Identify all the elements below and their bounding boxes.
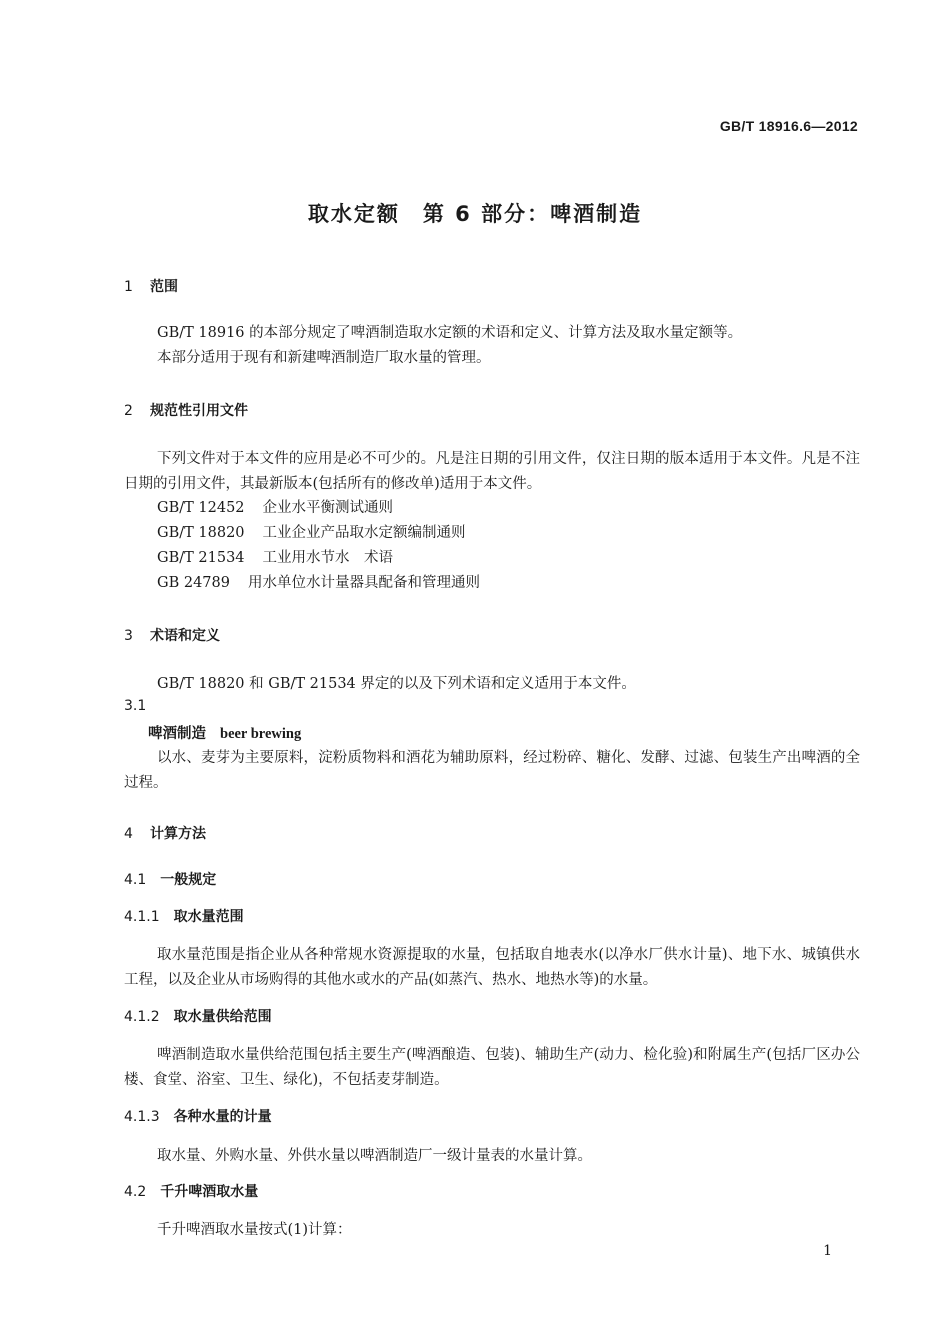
clause-number: 4.1: [124, 872, 147, 888]
reference-code: GB/T 18820: [157, 525, 245, 541]
section-number: 3: [124, 628, 133, 644]
section-3-paragraph: GB/T 18820 和 GB/T 21534 界定的以及下列术语和定义适用于本文件。: [157, 676, 636, 692]
standard-code: GB/T 18916.6—2012: [719, 118, 858, 134]
section-number: 4: [124, 826, 133, 842]
clause-number: 4.1.1: [124, 909, 160, 925]
page-number: 1: [823, 1243, 832, 1259]
clause-4-2-paragraph: 千升啤酒取水量按式(1)计算：: [157, 1222, 352, 1238]
reference-title: 工业用水节水 术语: [262, 550, 394, 566]
term-entry: [148, 722, 301, 743]
term-definition: 以水、麦芽为主要原料，淀粉质物料和酒花为辅助原料，经过粉碎、糖化、发酵、过滤、包装生产出啤酒的全过程。: [124, 750, 860, 791]
section-title: 范围: [150, 279, 178, 295]
clause-4-1-heading: [124, 869, 216, 889]
clause-4-1-3-heading: [124, 1106, 272, 1126]
document-title: 取水定额 第 6 部分：啤酒制造: [307, 202, 643, 226]
section-2-paragraph: 下列文件对于本文件的应用是必不可少的。凡是注日期的引用文件，仅注日期的版本适用于本文件。凡是不注日期的引用文件，其最新版本(包括所有的修改单)适用于本文件。: [124, 451, 860, 492]
section-4-heading: [124, 823, 206, 843]
reference-code: GB/T 21534: [157, 550, 245, 566]
clause-3-1-number: 3.1: [124, 698, 147, 714]
clause-4-1-2-paragraph: 啤酒制造取水量供给范围包括主要生产(啤酒酿造、包装)、辅助生产(动力、检化验)和附属生产(包括厂区办公楼、食堂、浴室、卫生、绿化)，不包括麦芽制造。: [124, 1047, 860, 1088]
clause-number: 4.1.2: [124, 1009, 160, 1025]
reference-item: [157, 571, 480, 592]
reference-code: GB 24789: [157, 575, 230, 591]
section-2-heading: [124, 400, 248, 420]
clause-title: 取水量范围: [173, 909, 244, 925]
clause-title: 千升啤酒取水量: [160, 1184, 259, 1200]
reference-code: GB/T 12452: [157, 500, 245, 516]
clause-title: 各种水量的计量: [173, 1109, 272, 1125]
clause-4-1-1-paragraph: 取水量范围是指企业从各种常规水资源提取的水量，包括取自地表水(以净水厂供水计量)、地下水、城镇供水工程，以及企业从市场购得的其他水或水的产品(如蒸汽、热水、地热水等)的水量。: [124, 947, 860, 988]
term-english: beer brewing: [220, 726, 302, 742]
section-1-paragraph-2: 本部分适用于现有和新建啤酒制造厂取水量的管理。: [157, 350, 491, 366]
reference-item: [157, 546, 393, 567]
section-number: 1: [124, 279, 133, 295]
clause-4-2-heading: [124, 1181, 258, 1201]
section-title: 计算方法: [150, 826, 206, 842]
term-chinese: 啤酒制造: [148, 726, 206, 742]
section-title: 术语和定义: [150, 628, 220, 644]
section-1-paragraph-1: GB/T 18916 的本部分规定了啤酒制造取水定额的术语和定义、计算方法及取水量定额等。: [157, 325, 743, 341]
reference-title: 工业企业产品取水定额编制通则: [262, 525, 466, 541]
section-1-heading: [124, 276, 178, 296]
clause-title: 一般规定: [160, 872, 217, 888]
reference-title: 企业水平衡测试通则: [262, 500, 394, 516]
reference-item: [157, 521, 466, 542]
reference-item: [157, 496, 393, 517]
clause-number: 4.1.3: [124, 1109, 160, 1125]
clause-number: 4.2: [124, 1184, 147, 1200]
clause-4-1-3-paragraph: 取水量、外购水量、外供水量以啤酒制造厂一级计量表的水量计算。: [157, 1148, 592, 1164]
section-number: 2: [124, 403, 133, 419]
section-3-heading: [124, 625, 220, 645]
clause-4-1-2-heading: [124, 1006, 272, 1026]
reference-title: 用水单位水计量器具配备和管理通则: [247, 575, 480, 591]
clause-title: 取水量供给范围: [173, 1009, 272, 1025]
clause-4-1-1-heading: [124, 906, 244, 926]
section-title: 规范性引用文件: [150, 403, 248, 419]
